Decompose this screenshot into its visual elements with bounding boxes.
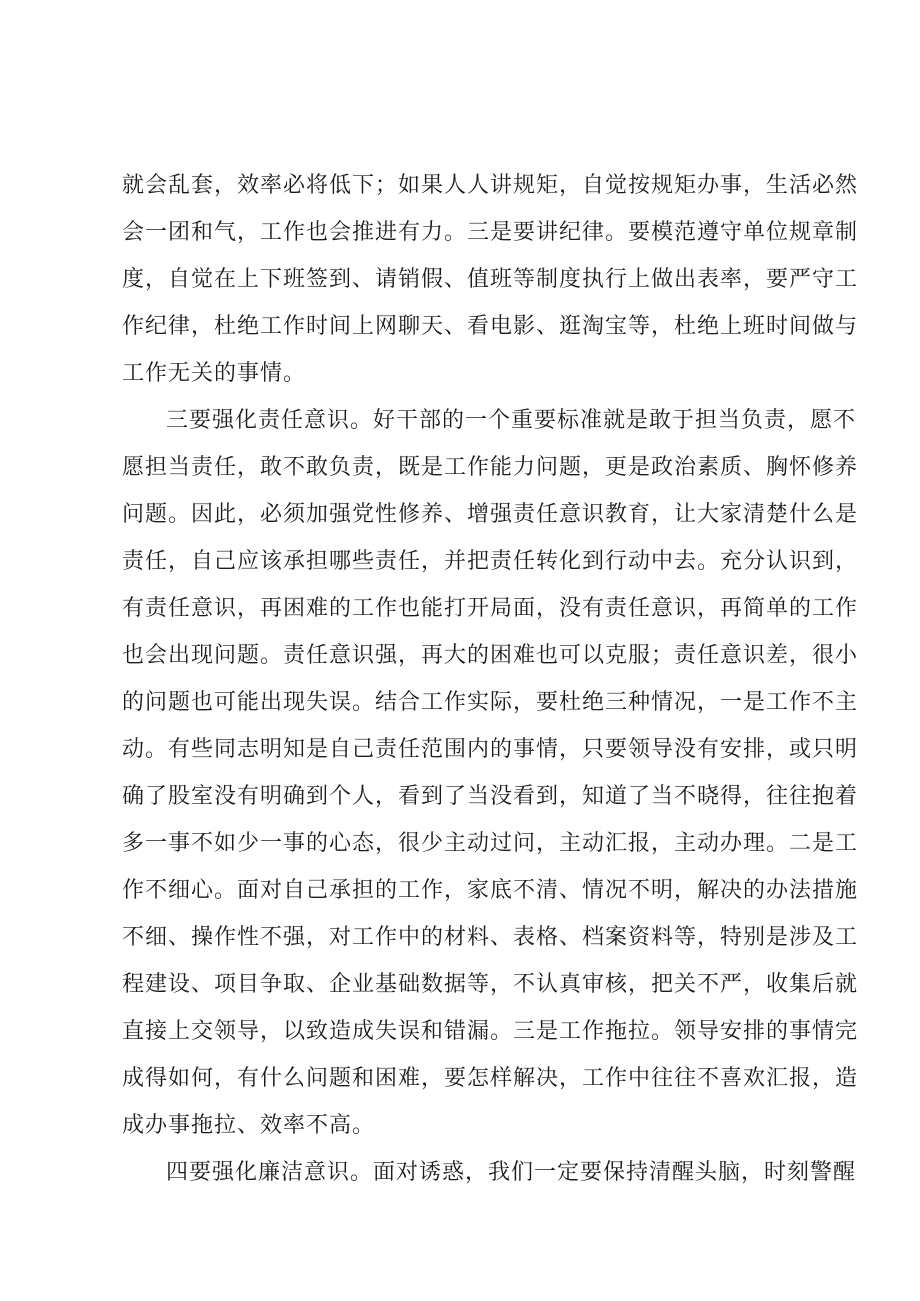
text-line: 的问题也可能出现失误。结合工作实际，要杜绝三种情况，一是工作不主 (122, 690, 859, 715)
text-line: 工作无关的事情。 (122, 361, 307, 386)
text-line: 四要强化廉洁意识。面对诱惑，我们一定要保持清醒头脑，时刻警醒 (166, 1160, 857, 1185)
text-line: 作不细心。面对自己承担的工作，家底不清、情况不明，解决的办法措施 (122, 878, 859, 903)
text-line: 作纪律，杜绝工作时间上网聊天、看电影、逛淘宝等，杜绝上班时间做与 (122, 314, 859, 339)
text-line: 确了股室没有明确到个人，看到了当没看到，知道了当不晓得，往往抱着 (122, 784, 859, 809)
text-line: 会一团和气，工作也会推进有力。三是要讲纪律。要模范遵守单位规章制 (122, 220, 859, 245)
text-line: 有责任意识，再困难的工作也能打开局面，没有责任意识，再简单的工作 (122, 596, 859, 621)
text-line: 问题。因此，必须加强党性修养、增强责任意识教育，让大家清楚什么是 (122, 502, 859, 527)
paragraph-integrity (122, 1149, 857, 1196)
text-line: 程建设、项目争取、企业基础数据等，不认真审核，把关不严，收集后就 (122, 972, 859, 997)
text-line: 责任，自己应该承担哪些责任，并把责任转化到行动中去。充分认识到， (122, 549, 859, 574)
paragraph-responsibility (122, 397, 859, 1149)
text-line: 就会乱套，效率必将低下；如果人人讲规矩，自觉按规矩办事，生活必然 (122, 173, 859, 198)
text-line: 多一事不如少一事的心态，很少主动过问，主动汇报，主动办理。二是工 (122, 831, 859, 856)
paragraph-continuation (122, 162, 859, 397)
text-line: 愿担当责任，敢不敢负责，既是工作能力问题，更是政治素质、胸怀修养 (122, 455, 859, 480)
text-line: 三要强化责任意识。好干部的一个重要标准就是敢于担当负责，愿不 (166, 408, 857, 433)
text-line: 度，自觉在上下班签到、请销假、值班等制度执行上做出表率，要严守工 (122, 267, 859, 292)
text-line: 成办事拖拉、效率不高。 (122, 1113, 376, 1138)
text-line: 成得如何，有什么问题和困难，要怎样解决，工作中往往不喜欢汇报，造 (122, 1066, 859, 1091)
text-line: 不细、操作性不强，对工作中的材料、表格、档案资料等，特别是涉及工 (122, 925, 859, 950)
text-line: 直接上交领导，以致造成失误和错漏。三是工作拖拉。领导安排的事情完 (122, 1019, 859, 1044)
text-line: 动。有些同志明知是自己责任范围内的事情，只要领导没有安排，或只明 (122, 737, 859, 762)
text-line: 也会出现问题。责任意识强，再大的困难也可以克服；责任意识差，很小 (122, 643, 859, 668)
